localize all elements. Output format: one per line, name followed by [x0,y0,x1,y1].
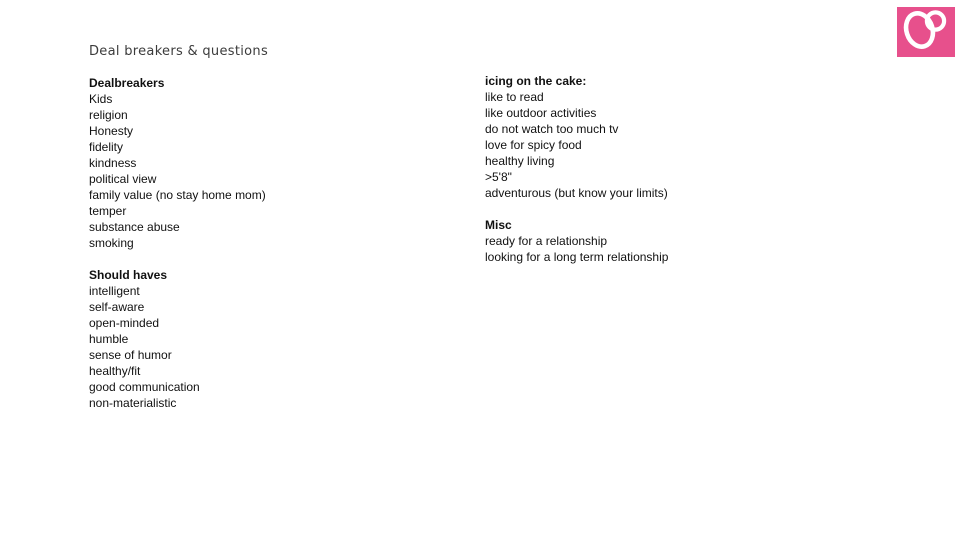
list-item: smoking [89,236,134,250]
section-heading: icing on the cake: [485,74,587,88]
list-item: like outdoor activities [485,106,597,120]
list-section [485,73,875,201]
list-item: fidelity [89,140,124,154]
list-item: Honesty [89,124,134,138]
list-section [89,75,459,251]
list-item: humble [89,332,129,346]
list-item: temper [89,204,127,218]
list-item: adventurous (but know your limits) [485,186,668,200]
list-item: Kids [89,92,113,106]
list-item: open-minded [89,316,160,330]
list-item: substance abuse [89,220,180,234]
list-item: healthy living [485,154,555,168]
column-right [485,73,875,265]
list-item: family value (no stay home mom) [89,188,266,202]
section-heading: Should haves [89,268,168,282]
list-item: religion [89,108,128,122]
list-item: non-materialistic [89,396,177,410]
list-item: healthy/fit [89,364,141,378]
list-section [485,217,875,265]
list-item: self-aware [89,300,145,314]
list-item: sense of humor [89,348,172,362]
list-item: >5'8" [485,170,512,184]
slide-title: Deal breakers & questions [89,44,269,59]
heart-logo-icon [897,7,955,57]
list-item: looking for a long term relationship [485,250,669,264]
list-item: kindness [89,156,137,170]
list-item: intelligent [89,284,140,298]
list-item: good communication [89,380,200,394]
list-item: ready for a relationship [485,234,608,248]
list-section [89,267,459,411]
list-item: do not watch too much tv [485,122,619,136]
list-item: like to read [485,90,544,104]
column-left [89,75,459,411]
brand-logo [897,7,955,57]
section-heading: Dealbreakers [89,76,165,90]
section-heading: Misc [485,218,512,232]
list-item: political view [89,172,157,186]
list-item: love for spicy food [485,138,582,152]
